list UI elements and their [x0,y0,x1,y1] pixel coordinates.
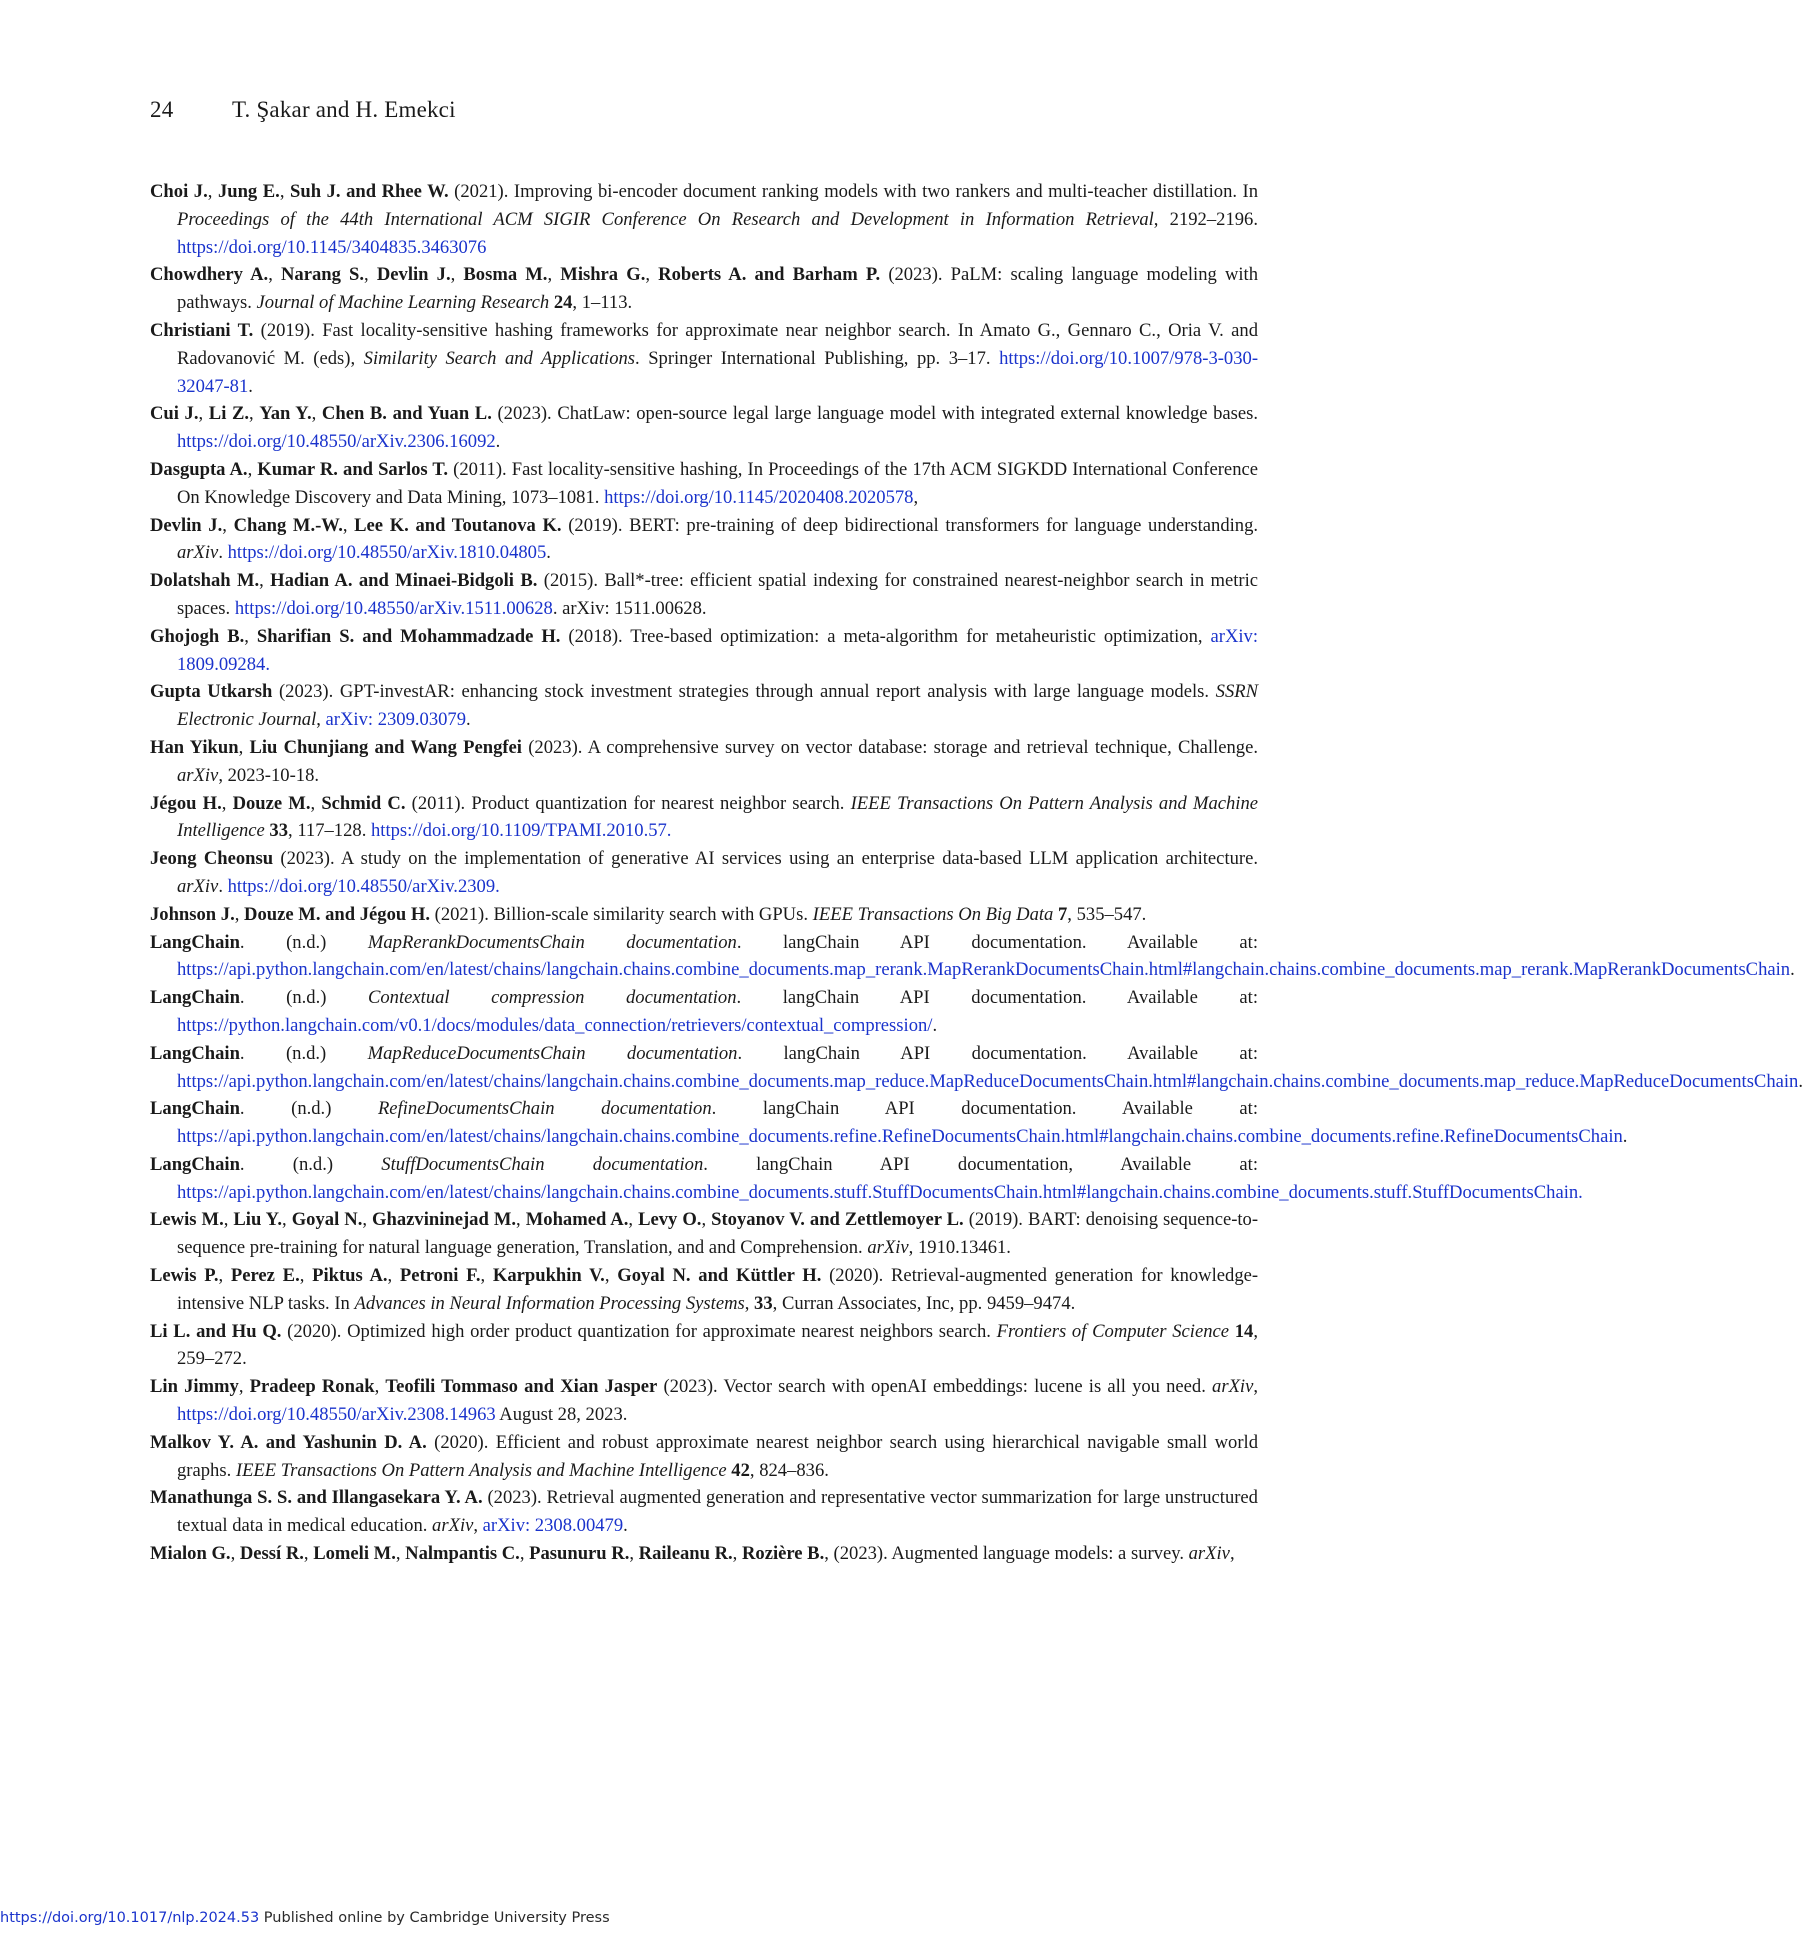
reference-venue: StuffDocumentsChain documentation [381,1153,704,1175]
reference-text: , [223,1209,234,1231]
reference-author: Narang S. [280,264,365,286]
reference-link[interactable]: https://doi.org/10.48550/arXiv.1810.04805 [227,542,547,564]
reference-text: , [342,514,355,536]
reference-author: Jégou H. [150,792,222,814]
reference-text: , [207,181,218,202]
reference-author: Suh J. and Rhee W. [290,181,449,202]
reference-author: Goyal N. and Küttler H. [617,1265,822,1287]
reference-author: Roberts A. and Barham P. [658,264,881,286]
reference-text: . [623,1515,628,1537]
reference-venue: arXiv [867,1237,909,1259]
reference-entry [150,678,1258,734]
reference-entry [150,1318,1258,1374]
reference-entry [150,1262,1258,1318]
reference-author: Pasunuru R. [529,1543,630,1565]
reference-venue: arXiv [177,542,219,564]
reference-link[interactable]: https://doi.org/10.48550/arXiv.1511.00628 [234,597,553,619]
reference-text: , [1229,1543,1235,1565]
reference-text: , 1–113. [572,292,633,314]
reference-author: Johnson J. [150,903,235,925]
reference-text: , 824–836. [749,1459,829,1481]
reference-author: Pradeep Ronak [249,1376,375,1398]
reference-text: (2019). Fast locality-sensitive hashing frameworks for approximate near neighbor search. In Amato G., Gennaro C., Oria V. and Radovanović M. (eds), [177,319,1259,369]
reference-entry [150,1484,1258,1540]
reference-text: (2020). Optimized high order product quantization for approximate nearest neighbors search. [281,1320,997,1342]
reference-link[interactable]: https://api.python.langchain.com/en/latest/chains/langchain.chains.combine_documents.map_rerank.MapRerankDocumentsChain.html#langchain.chains.combine_documents.map_rerank.MapRerankDocumentsChain [177,959,1791,981]
reference-author: Lewis P. [150,1265,219,1287]
reference-entry [150,790,1258,846]
reference-entry [150,567,1258,623]
footer-publisher-note: Published online by Cambridge University Press [259,1910,610,1926]
reference-venue: arXiv [177,764,219,786]
reference-text: . langChain API documentation. Available at: [736,987,1258,1009]
reference-author: Bosma M. [463,264,548,286]
reference-author: Mohamed A. [525,1209,629,1231]
reference-text: (2023). Vector search with openAI embeddings: lucene is all you need. [657,1376,1213,1398]
reference-author: Gupta Utkarsh [150,681,273,703]
reference-entry [150,901,1258,929]
reference-text: . langChain API documentation. Available at: [736,931,1259,953]
reference-text: , [387,1265,400,1287]
reference-author: Lee K. and Toutanova K. [354,514,562,536]
reference-entry [150,623,1258,679]
reference-entry [150,456,1258,512]
reference-venue: arXiv [1212,1376,1254,1398]
reference-entry [150,984,1258,1040]
reference-text: . [932,1014,938,1036]
reference-text: (2023). A comprehensive survey on vector database: storage and retrieval technique, Challenge. [521,736,1258,758]
reference-text: . [466,709,471,731]
reference-text: , [824,1543,834,1565]
reference-venue: Contextual compression documentation [367,987,737,1009]
reference-text: (2018). Tree-based optimization: a meta-algorithm for metaheuristic optimization, [560,625,1211,647]
reference-link[interactable]: https://doi.org/10.1109/TPAMI.2010.57. [371,820,672,842]
reference-text: . [1798,1070,1803,1092]
reference-author: Levy O. [638,1209,702,1231]
reference-text: , [364,264,377,286]
running-head-authors: T. Şakar and H. Emekci [232,97,456,122]
reference-text: , [249,403,260,425]
reference-venue: Journal of Machine Learning Research [256,292,550,314]
reference-author: 14 [1234,1320,1254,1342]
reference-author: Devlin J. [376,264,451,286]
reference-venue: IEEE Transactions On Pattern Analysis and Machine Intelligence [235,1459,727,1481]
reference-author: Douze M. and Jégou H. [244,903,430,925]
reference-venue: IEEE Transactions On Pattern Analysis and Machine Intelligence [177,792,1259,842]
reference-author: Dessí R. [239,1543,304,1565]
reference-author: Dasgupta A. [150,458,248,480]
reference-link[interactable]: https://doi.org/10.48550/arXiv.2309. [227,875,500,897]
reference-text: (2023). GPT-investAR: enhancing stock investment strategies through annual report analysis with large language models. [272,681,1216,703]
reference-text: (2023). Retrieval augmented generation and representative vector summarization for large unstructured textual data in medical education. [177,1487,1258,1537]
reference-text: , [450,264,464,286]
reference-author: Li L. and Hu Q. [150,1320,282,1342]
reference-venue: RefineDocumentsChain documentation [377,1098,712,1120]
reference-author: Teofili Tommaso and Xian Jasper [385,1376,658,1398]
reference-text: , [247,458,258,480]
reference-author: Perez E. [230,1265,300,1287]
reference-link[interactable]: https://api.python.langchain.com/en/latest/chains/langchain.chains.combine_documents.refine.RefineDocumentsChain.html#langchain.chains.combine_documents.refine.RefineDocumentsChain [177,1126,1623,1148]
reference-author: Kumar R. and Sarlos T. [257,458,449,480]
reference-author: Douze M. [232,792,311,814]
reference-text: . [218,542,228,564]
reference-link[interactable]: arXiv: 2308.00479 [482,1515,624,1537]
reference-text: , [279,181,291,202]
running-head [150,96,456,124]
reference-text: . (n.d.) [239,1098,378,1120]
reference-text: , [744,1292,755,1314]
reference-venue: Similarity Search and Applications [363,347,636,369]
reference-author: LangChain [150,1098,240,1120]
reference-text: , [362,1209,373,1231]
reference-text: , 535–547. [1067,903,1147,925]
reference-text: , [645,264,659,286]
reference-text: , [519,1543,530,1565]
reference-text: . (n.d.) [239,1153,382,1175]
reference-author: Lomeli M. [313,1543,396,1565]
reference-list [150,178,1803,1568]
reference-link[interactable]: https://doi.org/10.48550/arXiv.2308.14963 [177,1404,496,1426]
reference-text: (2011). Product quantization for nearest neighbor search. [405,792,851,814]
reference-link[interactable]: https://python.langchain.com/v0.1/docs/modules/data_connection/retrievers/contextual_compression/ [177,1014,933,1036]
reference-entry [150,1540,1258,1568]
reference-text: (2011). Fast locality-sensitive hashing, In Proceedings of the 17th ACM SIGKDD International Conference On Knowledge Discovery and Data Mining, 1073–1081. [177,458,1258,508]
reference-text: . [248,375,253,397]
reference-author: Goyal N. [291,1209,363,1231]
reference-link[interactable]: arXiv: 2309.03079 [325,709,467,731]
reference-text: , 117–128. [288,820,371,842]
reference-author: LangChain [150,1042,240,1064]
reference-venue: arXiv [1188,1543,1230,1565]
reference-entry [150,512,1258,568]
reference-text: , 1910.13461. [908,1237,1011,1259]
reference-author: Cui J. [150,403,199,425]
reference-venue: IEEE Transactions On Big Data [812,903,1054,925]
reference-author: Ghojogh B. [150,625,245,647]
reference-author: 24 [553,292,573,314]
reference-link[interactable]: https://doi.org/10.48550/arXiv.2306.16092 [177,431,496,453]
reference-author: Lewis M. [150,1209,224,1231]
reference-author: LangChain [150,987,240,1009]
reference-author: 42 [731,1459,750,1481]
reference-author: Petroni F. [399,1265,481,1287]
reference-text: , [628,1209,639,1231]
reference-venue: Advances in Neural Information Processing Systems [354,1292,745,1314]
reference-entry [150,1373,1258,1429]
reference-text: , [1253,1376,1258,1398]
reference-text: , [604,1265,618,1287]
reference-author: Sharifian S. and Mohammadzade H. [256,625,561,647]
reference-entry [150,1206,1258,1262]
reference-text: , [259,570,271,592]
reference-text: , [238,736,250,758]
footer-doi-link[interactable]: https://doi.org/10.1017/nlp.2024.53 [0,1910,260,1926]
reference-venue: arXiv [177,875,219,897]
reference-author: Christiani T. [150,319,254,341]
reference-entry [150,261,1258,317]
reference-text: , [244,625,257,647]
reference-author: 7 [1058,903,1068,925]
reference-author: LangChain [150,931,240,953]
reference-text: . [218,875,228,897]
reference-author: Chang M.-W. [233,514,343,536]
reference-venue: MapReduceDocumentsChain documentation [367,1042,738,1064]
reference-author: Liu Chunjiang and Wang Pengfei [249,736,522,758]
reference-text: , [480,1265,493,1287]
reference-author: Lin Jimmy [150,1376,239,1398]
reference-author: Karpukhin V. [492,1265,605,1287]
reference-author: Stoyanov V. and Zettlemoyer L. [711,1209,964,1231]
reference-author: Manathunga S. S. and Illangasekara Y. A. [150,1487,483,1509]
reference-link[interactable]: https://doi.org/10.1145/3404835.3463076 [177,236,487,258]
reference-text: August 28, 2023. [495,1404,628,1426]
reference-text: , [473,1515,483,1537]
reference-text: . langChain API documentation. Available at: [711,1098,1258,1120]
reference-text: , [311,403,322,425]
reference-entry [150,1151,1583,1207]
reference-author: Rozière B. [741,1543,825,1565]
reference-text: . [1790,959,1795,981]
reference-author: Dolatshah M. [150,570,260,592]
reference-text: , [516,1209,526,1231]
reference-text: , [701,1209,712,1231]
reference-venue: MapRerankDocumentsChain documentation [367,931,737,953]
reference-entry [150,845,1258,901]
reference-text: . (n.d.) [239,931,368,953]
reference-text: . [495,431,501,453]
reference-text: (2021). Billion-scale similarity search with GPUs. [429,903,813,925]
reference-entry [150,317,1258,400]
reference-author: Yan Y. [259,403,312,425]
reference-text: (2015). Ball*-tree: efficient spatial indexing for constrained nearest-neighbor search in metric spaces. [177,570,1258,619]
reference-text: (2021). Improving bi-encoder document ranking models with two rankers and multi-teacher distillation. In [448,181,1259,202]
reference-author: Choi J. [150,181,208,202]
reference-text: (2020). Efficient and robust approximate nearest neighbor search using hierarchical navigable small world graphs. [177,1431,1258,1481]
reference-entry [150,1040,1803,1096]
reference-text: , [547,264,561,286]
reference-venue: Frontiers of Computer Science [996,1320,1229,1342]
reference-text: , [310,792,322,814]
reference-text: . langChain API documentation, Available at: [703,1153,1258,1175]
reference-text: , [282,1209,292,1231]
reference-text: , [303,1543,314,1565]
reference-text: . arXiv: 1511.00628. [552,597,707,619]
reference-text: , [629,1543,639,1565]
reference-author: Hadian A. and Minaei-Bidgoli B. [270,570,538,592]
reference-text: (2023). PaLM: scaling language modeling with pathways. [177,264,1258,314]
reference-venue: arXiv [432,1515,474,1537]
reference-text: , 2192–2196. [1153,208,1258,230]
reference-text: , [218,1265,231,1287]
reference-author: Chowdhery A. [150,264,269,286]
reference-text: , [234,903,245,925]
reference-text: , [299,1265,313,1287]
reference-text: , [374,1376,386,1398]
reference-author: Mialon G. [150,1543,231,1565]
reference-entry [150,929,1795,985]
reference-entry [150,1429,1258,1485]
reference-author: Han Yikun [150,736,239,758]
reference-text: (2020). Retrieval-augmented generation for knowledge-intensive NLP tasks. In [177,1265,1259,1314]
reference-text: . (n.d.) [239,987,368,1009]
reference-text: , [395,1543,406,1565]
reference-text: , [732,1543,742,1565]
reference-text: (2023). ChatLaw: open-source legal large language model with integrated external knowledge bases. [491,403,1259,425]
reference-text: , 259–272. [177,1320,1258,1370]
reference-author: Chen B. and Yuan L. [321,403,492,425]
reference-text: , [268,264,281,286]
reference-text: . (n.d.) [239,1042,368,1064]
reference-author: Nalmpantis C. [405,1543,520,1565]
reference-entry [150,178,1258,261]
page-number: 24 [150,97,174,122]
reference-author: Malkov Y. A. and Yashunin D. A. [150,1431,427,1453]
reference-link[interactable]: https://doi.org/10.1145/2020408.2020578 [604,486,914,508]
reference-venue: Proceedings of the 44th International ACM SIGIR Conference On Research and Development in Information Retrieval [177,208,1154,230]
reference-text: , [913,486,919,508]
reference-text: (2023). A study on the implementation of generative AI services using an enterprise data-based LLM application architecture. [273,848,1258,870]
reference-text: , [222,514,234,536]
reference-link[interactable]: https://api.python.langchain.com/en/latest/chains/langchain.chains.combine_documents.map_reduce.MapReduceDocumentsChain.html#langchain.chains.combine_documents.map_reduce.MapReduceDocumentsChain [177,1070,1799,1092]
reference-link[interactable]: https://doi.org/10.1007/978-3-030-32047-81 [177,347,1259,397]
reference-author: Ghazvininejad M. [372,1209,517,1231]
reference-author: 33 [754,1292,773,1314]
reference-text: (2023). Augmented language models: a survey. [833,1543,1189,1565]
reference-text: (2019). BART: denoising sequence-to-sequence pre-training for natural language generation, Translation, and and Comprehension. [177,1209,1259,1259]
reference-venue: SSRN Electronic Journal [177,681,1258,731]
reference-text: , [230,1543,240,1565]
reference-link[interactable]: https://api.python.langchain.com/en/latest/chains/langchain.chains.combine_documents.stuff.StuffDocumentsChain.html#langchain.chains.combine_documents.stuff.StuffDocumentsChain. [177,1181,1583,1203]
reference-author: Liu Y. [233,1209,283,1231]
reference-author: Jung E. [217,181,280,202]
reference-author: Jeong Cheonsu [150,848,274,870]
reference-text: . [546,542,551,564]
reference-author: Raileanu R. [638,1543,733,1565]
reference-author: Devlin J. [150,514,223,536]
reference-author: LangChain [150,1153,240,1175]
reference-text: , 2023-10-18. [218,764,320,786]
reference-author: Mishra G. [560,264,646,286]
reference-link[interactable]: arXiv: 1809.09284. [177,625,1259,675]
reference-text: , [221,792,233,814]
reference-text: , [238,1376,250,1398]
reference-author: Schmid C. [321,792,406,814]
reference-author: Li Z. [208,403,250,425]
reference-text: , [198,403,209,425]
reference-entry [150,400,1258,456]
reference-text: (2019). BERT: pre-training of deep bidirectional transformers for language understanding. [561,514,1259,536]
reference-entry [150,734,1258,790]
footer [0,1910,610,1926]
reference-text: . langChain API documentation. Available at: [737,1042,1258,1064]
reference-text: , [316,709,326,731]
reference-entry [150,1095,1628,1151]
reference-author: 33 [269,820,289,842]
reference-text: , Curran Associates, Inc, pp. 9459–9474. [772,1292,1076,1314]
reference-text: . [1622,1126,1628,1148]
reference-author: Piktus A. [312,1265,388,1287]
reference-text: . Springer International Publishing, pp. 3–17. [635,347,1000,369]
